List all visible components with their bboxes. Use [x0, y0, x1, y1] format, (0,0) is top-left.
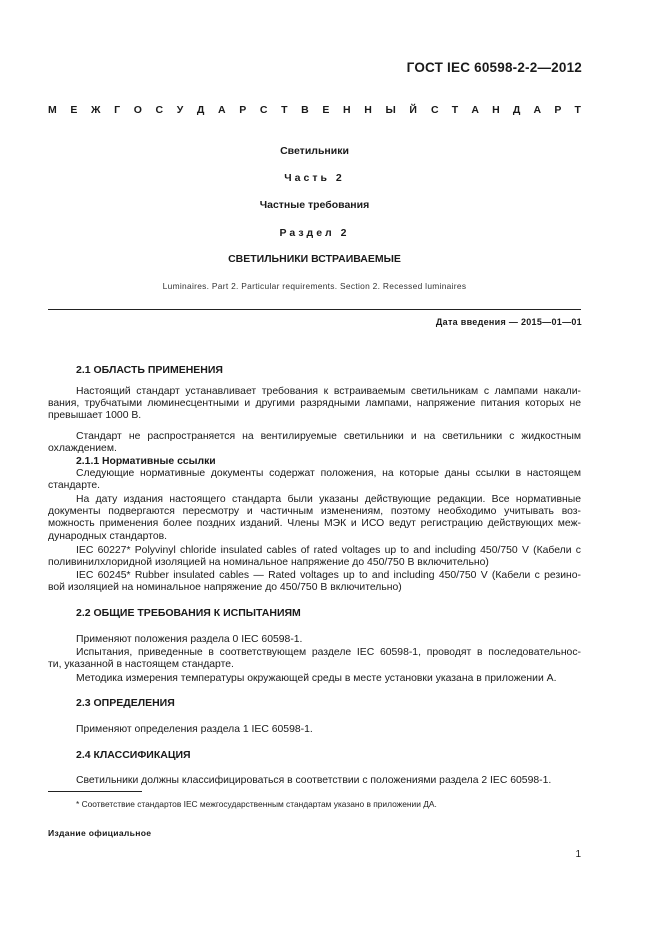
section-heading-2-1: 2.1 ОБЛАСТЬ ПРИМЕНЕНИЯ	[76, 364, 223, 376]
title-name: СВЕТИЛЬНИКИ ВСТРАИВАЕМЫЕ	[228, 253, 401, 265]
header-divider	[48, 309, 581, 310]
paragraph	[48, 431, 581, 455]
banner-letter: Т	[451, 104, 459, 116]
text-line: вания, трубчатыми люминесцентными и другими разрядными лампами, напряжение питания которых не	[48, 398, 581, 410]
banner-letter: Н	[343, 104, 351, 116]
section-heading-2-3: 2.3 ОПРЕДЕЛЕНИЯ	[76, 697, 175, 709]
banner-letter: Е	[70, 104, 78, 116]
text-line: ти, указанной в настоящем стандарте.	[48, 659, 234, 671]
text-line: IEC 60245* Rubber insulated cables — Rated voltages up to and including 450/750 V (Кабели с резино-	[76, 570, 581, 581]
document-code: ГОСТ IEC 60598-2-2—2012	[406, 60, 582, 75]
paragraph	[48, 647, 581, 671]
banner-letter: Р	[239, 104, 247, 116]
page-number: 1	[575, 849, 581, 860]
paragraph	[48, 494, 581, 543]
banner-letter: М	[48, 104, 57, 116]
banner-letter: Ж	[91, 104, 101, 116]
banner-letter: Й	[409, 104, 417, 116]
standard-word	[431, 104, 581, 116]
text-line: охлаждением.	[48, 443, 117, 455]
text-line: дународных стандартов.	[48, 530, 168, 542]
subsection-heading-2-1-1: 2.1.1 Нормативные ссылки	[76, 456, 216, 467]
text-line: Следующие нормативные документы содержат положения, на которые даны ссылки в настоящем	[76, 468, 581, 479]
section-heading-2-2: 2.2 ОБЩИЕ ТРЕБОВАНИЯ К ИСПЫТАНИЯМ	[76, 607, 301, 619]
banner-letter: В	[301, 104, 309, 116]
banner-letter: А	[533, 104, 542, 116]
paragraph	[48, 634, 581, 646]
official-edition-label: Издание официальное	[48, 828, 152, 838]
text-line: документы подвергаются пересмотру и частичным изменениям, поэтому необходимо учитывать воз-	[48, 506, 581, 518]
text-line: стандарте.	[48, 480, 101, 492]
paragraph	[48, 468, 581, 492]
date-of-introduction: Дата введения — 2015—01—01	[435, 317, 582, 327]
banner-letter: С	[155, 104, 164, 116]
banner-letter: У	[176, 104, 184, 116]
paragraph	[48, 775, 581, 787]
banner-letter: Ы	[385, 104, 396, 116]
banner-letter: А	[471, 104, 479, 116]
text-line: Применяют положения раздела 0 IEC 60598-1.	[76, 634, 303, 645]
title-translation: Luminaires. Part 2. Particular requirements. Section 2. Recessed luminaires	[162, 281, 467, 291]
banner-letter: А	[218, 104, 226, 116]
text-line: IEC 60227* Polyvinyl chloride insulated cables of rated voltages up to and including 450/750 V (Кабели с	[76, 545, 581, 556]
banner-letter: О	[133, 104, 142, 116]
banner-letter: Н	[364, 104, 372, 116]
banner-letter: Д	[196, 104, 205, 116]
paragraph	[48, 724, 581, 736]
paragraph	[48, 570, 581, 594]
footnote: * Соответствие стандартов IEC межгосударственным стандартам указано в приложении ДА.	[76, 799, 437, 809]
footnote-rule	[48, 791, 142, 792]
text-line: можность применения более поздних изданий. Члены МЭК и ИСО ведут регистрацию действующих меж-	[48, 518, 581, 530]
banner-letter: Н	[492, 104, 500, 116]
section-heading-2-4: 2.4 КЛАССИФИКАЦИЯ	[76, 749, 191, 761]
text-line: Методика измерения температуры окружающей среды в месте установки указана в приложении А.	[76, 673, 557, 684]
paragraph	[48, 673, 581, 685]
banner-letter: С	[431, 104, 439, 116]
text-line: Стандарт не распространяется на вентилируемые светильники и на светильники с жидкостным	[76, 431, 581, 442]
paragraph	[48, 545, 581, 569]
text-line: Настоящий стандарт устанавливает требования к встраиваемым светильникам с лампами накали-	[76, 386, 581, 397]
title-sub: Частные требования	[259, 199, 370, 211]
banner-letter: Д	[512, 104, 521, 116]
paragraph	[48, 386, 581, 423]
text-line: поливинилхлоридной изоляцией на номинальное напряжение до 450/750 В включительно)	[48, 557, 489, 569]
interstate-word	[48, 104, 417, 116]
text-line: превышает 1000 В.	[48, 410, 142, 422]
text-line: Светильники должны классифицироваться в соответствии с положениями раздела 2 IEC 60598-1.	[76, 775, 552, 786]
banner-letter: Р	[554, 104, 562, 116]
banner-letter: Г	[114, 104, 121, 116]
banner-letter: Т	[281, 104, 288, 116]
banner-letter: С	[259, 104, 268, 116]
text-line: Испытания, приведенные в соответствующем разделе IEC 60598-1, проводят в последовательнос-	[76, 647, 581, 658]
banner-letter: Т	[574, 104, 581, 116]
title-section: Раздел 2	[279, 227, 350, 239]
text-line: На дату издания настоящего стандарта были указаны действующие редакции. Все нормативные	[76, 494, 581, 505]
text-line: вой изоляцией на номинальное напряжение до 450/750 В включительно)	[48, 582, 402, 594]
text-line: Применяют определения раздела 1 IEC 60598-1.	[76, 724, 313, 735]
title-main: Светильники	[280, 145, 349, 157]
interstate-standard-banner	[48, 104, 581, 116]
title-part: Часть 2	[284, 172, 345, 184]
banner-letter: Е	[322, 104, 330, 116]
